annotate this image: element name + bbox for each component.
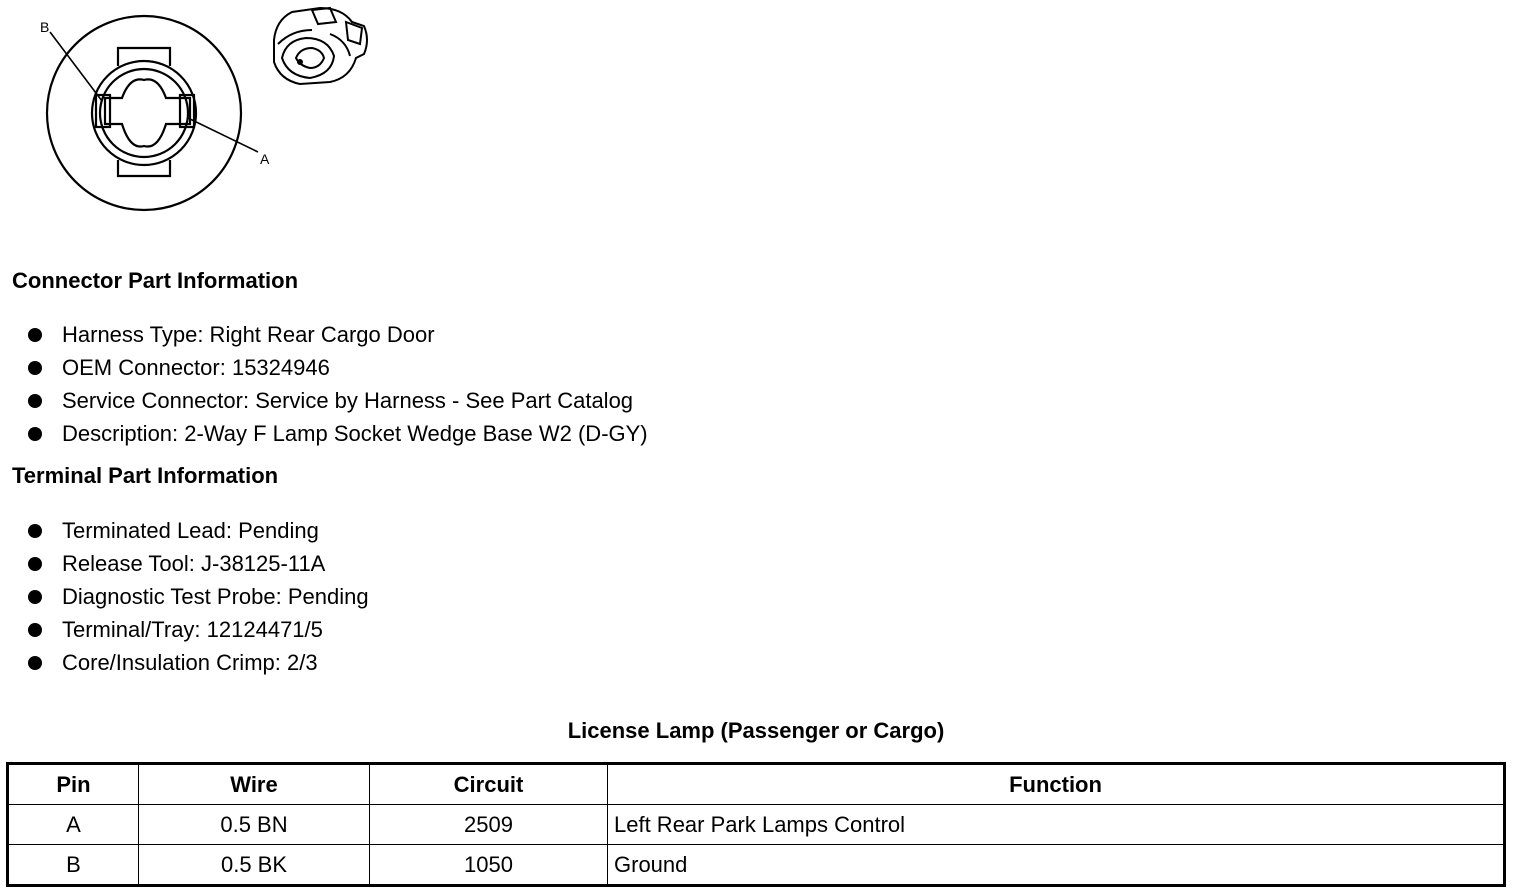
list-item-text: OEM Connector: 15324946 <box>62 354 330 380</box>
bullet-icon <box>28 557 42 571</box>
bullet-icon <box>28 361 42 375</box>
list-item-text: Terminal/Tray: 12124471/5 <box>62 616 323 642</box>
table-header-row <box>8 764 1505 805</box>
list-item <box>28 646 369 679</box>
label-a: A <box>260 151 270 167</box>
list-item-text: Diagnostic Test Probe: Pending <box>62 583 369 609</box>
list-item-text: Description: 2-Way F Lamp Socket Wedge Base W2 (D-GY) <box>62 420 648 446</box>
pin-table-title: License Lamp (Passenger or Cargo) <box>567 718 945 743</box>
list-item <box>28 580 369 613</box>
connector-diagram <box>30 0 390 220</box>
bullet-icon <box>28 394 42 408</box>
connector-part-info-list <box>28 318 648 450</box>
connector-inner-ring-2 <box>100 69 188 157</box>
cell-pin: A <box>8 805 139 845</box>
center-key-slot <box>105 79 190 146</box>
bullet-icon <box>28 623 42 637</box>
cell-circuit: 1050 <box>370 845 608 886</box>
column-header-pin: Pin <box>8 764 139 805</box>
list-item-text: Release Tool: J-38125-11A <box>62 550 326 576</box>
list-item <box>28 613 369 646</box>
cell-function: Ground <box>608 845 1505 886</box>
column-header-circuit: Circuit <box>370 764 608 805</box>
pin-table <box>6 762 1506 887</box>
cell-pin: B <box>8 845 139 886</box>
list-item-text: Terminated Lead: Pending <box>62 517 319 543</box>
terminal-part-info-heading: Terminal Part Information <box>12 463 279 488</box>
column-header-wire: Wire <box>139 764 370 805</box>
list-item <box>28 384 648 417</box>
list-item-text: Service Connector: Service by Harness - See Part Catalog <box>62 387 634 413</box>
terminal-part-info-list <box>28 514 369 679</box>
list-item <box>28 318 648 351</box>
table-row <box>8 805 1505 845</box>
cell-circuit: 2509 <box>370 805 608 845</box>
connector-face-outline <box>47 16 241 210</box>
list-item-text: Core/Insulation Crimp: 2/3 <box>62 649 318 675</box>
label-b: B <box>40 19 50 35</box>
list-item <box>28 547 369 580</box>
socket-picture <box>274 8 367 84</box>
list-item <box>28 417 648 450</box>
bullet-icon <box>28 590 42 604</box>
list-item-text: Harness Type: Right Rear Cargo Door <box>62 321 435 347</box>
cell-function: Left Rear Park Lamps Control <box>608 805 1505 845</box>
connector-part-info-heading: Connector Part Information <box>12 268 299 293</box>
column-header-function: Function <box>608 764 1505 805</box>
bullet-icon <box>28 328 42 342</box>
list-item <box>28 351 648 384</box>
bullet-icon <box>28 656 42 670</box>
cell-wire: 0.5 BN <box>139 805 370 845</box>
table-row <box>8 845 1505 886</box>
bullet-icon <box>28 427 42 441</box>
bullet-icon <box>28 524 42 538</box>
cell-wire: 0.5 BK <box>139 845 370 886</box>
list-item <box>28 514 369 547</box>
leader-line-a <box>188 118 258 152</box>
